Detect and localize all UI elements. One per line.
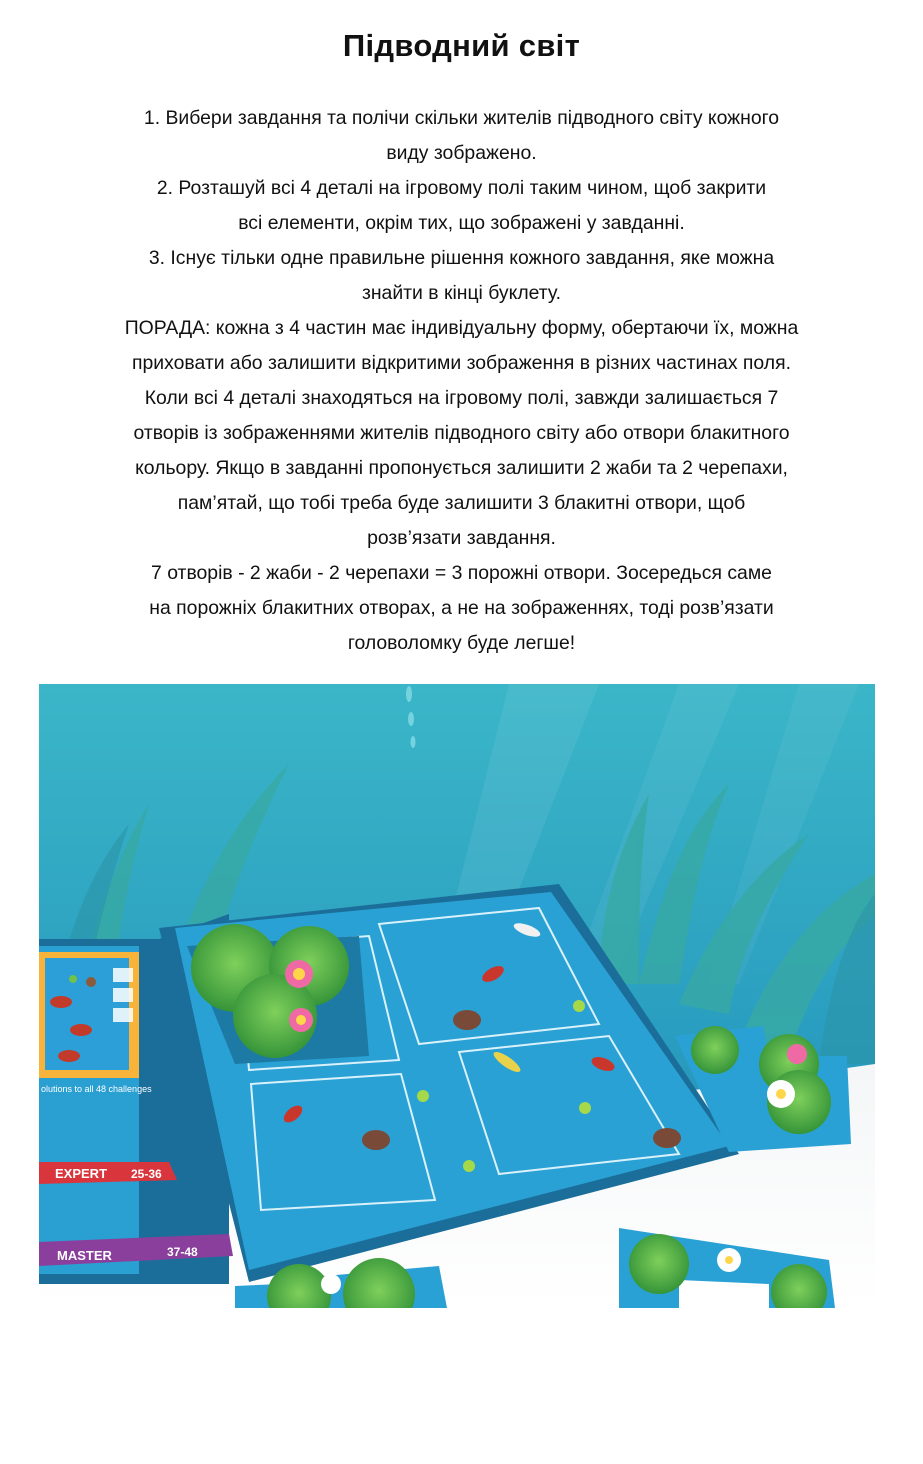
instruction-line: 2. Розташуй всі 4 деталі на ігровому полі таким чином, щоб закрити xyxy=(156,177,767,199)
instruction-line: 3. Існує тільки одне правильне рішення кожного завдання, яке можна xyxy=(148,247,775,269)
instructions-text xyxy=(20,101,903,661)
game-photo xyxy=(39,684,875,1308)
level-master-range: 37-48 xyxy=(167,1245,198,1259)
instruction-line: всі елементи, окрім тих, що зображені у завданні. xyxy=(238,212,685,234)
tip-line: приховати або залишити відкритими зображення в різних частинах поля. xyxy=(132,352,791,374)
formula-line: головоломку буде легше! xyxy=(347,632,576,654)
instruction-line: знайти в кінці буклету. xyxy=(361,282,562,304)
tip-line: Коли всі 4 деталі знаходяться на ігровому полі, завжди залишається 7 xyxy=(144,387,779,409)
level-expert-range: 25-36 xyxy=(131,1167,162,1181)
booklet-solutions-text: olutions to all 48 challenges xyxy=(41,1084,152,1094)
tip-line: кольору. Якщо в завданні пропонується залишити 2 жаби та 2 черепахи, xyxy=(135,457,788,479)
formula-line: 7 отворів - 2 жаби - 2 черепахи = 3 порожні отвори. Зосередься саме xyxy=(151,562,772,584)
tip-line: отворів із зображеннями жителів підводного світу або отвори блакитного xyxy=(133,422,790,444)
instruction-line: 1. Вибери завдання та полічи скільки жителів підводного світу кожного xyxy=(143,107,780,129)
instruction-line: виду зображено. xyxy=(386,142,537,164)
tip-line: розв’язати завдання. xyxy=(367,527,556,549)
tip-line: ПОРАДА: кожна з 4 частин має індивідуальну форму, обертаючи їх, можна xyxy=(124,317,799,339)
level-expert-label: EXPERT xyxy=(55,1166,108,1181)
tip-line: пам’ятай, що тобі треба буде залишити 3 блакитні отвори, щоб xyxy=(177,492,746,514)
formula-line: на порожніх блакитних отворах, а не на зображеннях, тоді розв’язати xyxy=(149,597,774,619)
level-master-label: MASTER xyxy=(57,1248,112,1263)
page-title: Підводний світ xyxy=(342,28,581,63)
